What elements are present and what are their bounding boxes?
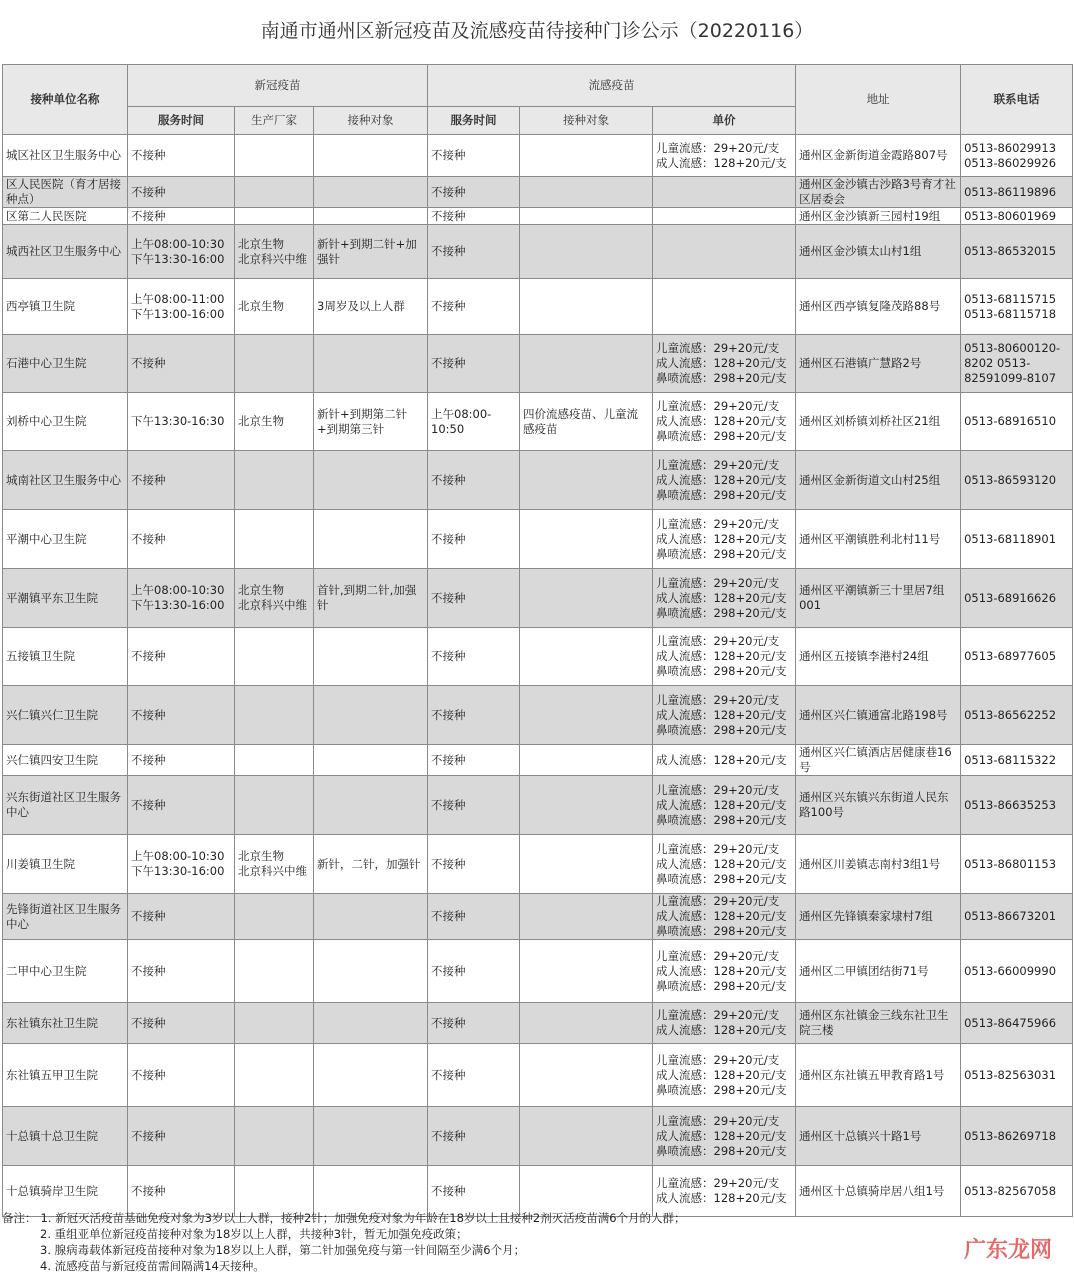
cell-phone: 0513-80600120-8202 0513-82591099-8107 bbox=[961, 335, 1073, 393]
cell-covid-manufacturer: 北京生物 bbox=[235, 393, 314, 451]
cell-flu-target bbox=[520, 135, 653, 177]
cell-flu-price: 儿童流感：29+20元/支 成人流感：128+20元/支 鼻喷流感：298+20元/支 bbox=[653, 628, 796, 686]
cell-phone: 0513-86593120 bbox=[961, 451, 1073, 510]
notes-prefix: 备注： bbox=[2, 1211, 37, 1225]
cell-flu-price: 儿童流感：29+20元/支 成人流感：128+20元/支 鼻喷流感：298+20元/支 bbox=[653, 894, 796, 940]
cell-flu-target bbox=[520, 1003, 653, 1044]
note-2: 2. 重组亚单位新冠疫苗接种对象为18岁以上人群，共接种3针，暂无加强免疫政策； bbox=[40, 1227, 468, 1241]
table-row bbox=[3, 279, 1073, 335]
note-3: 3. 腺病毒载体新冠疫苗接种对象为18岁以上人群，第二针加强免疫与第一针间隔至少满6个月； bbox=[40, 1243, 526, 1257]
cell-flu-price: 儿童流感：29+20元/支 成人流感：128+20元/支 鼻喷流感：298+20元/支 bbox=[653, 510, 796, 569]
table-row bbox=[3, 776, 1073, 835]
table-row bbox=[3, 628, 1073, 686]
cell-flu-price: 儿童流感：29+20元/支 成人流感：128+20元/支 鼻喷流感：298+20元/支 bbox=[653, 393, 796, 451]
cell-flu-service-time: 不接种 bbox=[428, 686, 520, 745]
cell-covid-manufacturer bbox=[235, 894, 314, 940]
cell-address: 通州区东社镇金三线东社卫生院三楼 bbox=[796, 1003, 961, 1044]
cell-covid-manufacturer: 北京生物 北京科兴中维 bbox=[235, 569, 314, 628]
cell-flu-service-time: 不接种 bbox=[428, 835, 520, 894]
cell-flu-price: 儿童流感：29+20元/支 成人流感：128+20元/支 鼻喷流感：298+20元/支 bbox=[653, 686, 796, 745]
cell-flu-service-time: 不接种 bbox=[428, 225, 520, 279]
cell-unit-name: 兴东街道社区卫生服务中心 bbox=[3, 776, 128, 835]
cell-flu-price: 儿童流感：29+20元/支 成人流感：128+20元/支 鼻喷流感：298+20元/支 bbox=[653, 776, 796, 835]
cell-flu-price bbox=[653, 177, 796, 208]
cell-flu-service-time: 不接种 bbox=[428, 335, 520, 393]
cell-phone: 0513-86119896 bbox=[961, 177, 1073, 208]
cell-covid-service-time: 不接种 bbox=[128, 940, 235, 1003]
cell-covid-service-time: 不接种 bbox=[128, 1166, 235, 1217]
cell-covid-target bbox=[314, 1107, 428, 1166]
cell-covid-service-time: 不接种 bbox=[128, 745, 235, 776]
cell-phone: 0513-66009990 bbox=[961, 940, 1073, 1003]
cell-flu-service-time: 不接种 bbox=[428, 510, 520, 569]
cell-unit-name: 平潮中心卫生院 bbox=[3, 510, 128, 569]
cell-covid-service-time: 上午08:00-10:30 下午13:30-16:00 bbox=[128, 569, 235, 628]
cell-covid-target bbox=[314, 1003, 428, 1044]
cell-flu-service-time: 不接种 bbox=[428, 135, 520, 177]
cell-flu-service-time: 上午08:00-10:50 bbox=[428, 393, 520, 451]
cell-covid-manufacturer bbox=[235, 940, 314, 1003]
cell-covid-service-time: 不接种 bbox=[128, 135, 235, 177]
cell-covid-service-time: 不接种 bbox=[128, 776, 235, 835]
cell-covid-manufacturer: 北京生物 北京科兴中维 bbox=[235, 225, 314, 279]
vaccination-schedule-table bbox=[2, 64, 1073, 1217]
header-address: 地址 bbox=[796, 65, 961, 135]
header-unit-name: 接种单位名称 bbox=[3, 65, 128, 135]
cell-address: 通州区东社镇五甲教育路1号 bbox=[796, 1044, 961, 1107]
cell-covid-target bbox=[314, 335, 428, 393]
cell-flu-target bbox=[520, 940, 653, 1003]
cell-flu-price bbox=[653, 225, 796, 279]
cell-covid-service-time: 上午08:00-10:30 下午13:30-16:00 bbox=[128, 225, 235, 279]
cell-phone: 0513-80601969 bbox=[961, 208, 1073, 225]
cell-unit-name: 西亭镇卫生院 bbox=[3, 279, 128, 335]
cell-flu-target bbox=[520, 628, 653, 686]
cell-covid-manufacturer: 北京生物 bbox=[235, 279, 314, 335]
cell-unit-name: 东社镇东社卫生院 bbox=[3, 1003, 128, 1044]
cell-phone: 0513-82563031 bbox=[961, 1044, 1073, 1107]
cell-address: 通州区金新街道文山村25组 bbox=[796, 451, 961, 510]
cell-covid-manufacturer bbox=[235, 1003, 314, 1044]
cell-flu-target bbox=[520, 686, 653, 745]
cell-unit-name: 城南社区卫生服务中心 bbox=[3, 451, 128, 510]
cell-flu-service-time: 不接种 bbox=[428, 569, 520, 628]
cell-covid-target: 3周岁及以上人群 bbox=[314, 279, 428, 335]
cell-covid-target bbox=[314, 451, 428, 510]
cell-covid-service-time: 不接种 bbox=[128, 894, 235, 940]
cell-flu-price: 儿童流感：29+20元/支 成人流感：128+20元/支 bbox=[653, 1166, 796, 1217]
table-row bbox=[3, 835, 1073, 894]
cell-covid-manufacturer bbox=[235, 776, 314, 835]
note-1: 1. 新冠灭活疫苗基础免疫对象为3岁以上人群，接种2针；加强免疫对象为年龄在18岁以上且接种2剂灭活疫苗满6个月的人群； bbox=[40, 1211, 686, 1225]
cell-covid-service-time: 下午13:30-16:30 bbox=[128, 393, 235, 451]
cell-covid-target bbox=[314, 628, 428, 686]
cell-covid-target bbox=[314, 894, 428, 940]
note-line bbox=[2, 1210, 1072, 1226]
cell-address: 通州区二甲镇团结街71号 bbox=[796, 940, 961, 1003]
cell-covid-target bbox=[314, 510, 428, 569]
cell-covid-target: 首针,到期二针,加强针 bbox=[314, 569, 428, 628]
cell-covid-service-time: 不接种 bbox=[128, 1003, 235, 1044]
cell-covid-manufacturer bbox=[235, 745, 314, 776]
table-row bbox=[3, 1107, 1073, 1166]
cell-covid-manufacturer bbox=[235, 135, 314, 177]
header-flu-vaccine: 流感疫苗 bbox=[428, 65, 796, 107]
cell-covid-manufacturer bbox=[235, 1166, 314, 1217]
cell-unit-name: 川姜镇卫生院 bbox=[3, 835, 128, 894]
notes bbox=[2, 1210, 1072, 1274]
cell-address: 通州区五接镇李港村24组 bbox=[796, 628, 961, 686]
cell-flu-target bbox=[520, 225, 653, 279]
table-row bbox=[3, 940, 1073, 1003]
cell-flu-target bbox=[520, 177, 653, 208]
cell-flu-price: 儿童流感：29+20元/支 成人流感：128+20元/支 鼻喷流感：298+20元/支 bbox=[653, 1107, 796, 1166]
cell-address: 通州区兴东镇兴东街道人民东路100号 bbox=[796, 776, 961, 835]
cell-flu-target bbox=[520, 835, 653, 894]
cell-flu-service-time: 不接种 bbox=[428, 940, 520, 1003]
cell-flu-price: 儿童流感：29+20元/支 成人流感：128+20元/支 鼻喷流感：298+20元/支 bbox=[653, 569, 796, 628]
cell-phone: 0513-86635253 bbox=[961, 776, 1073, 835]
cell-unit-name: 东社镇五甲卫生院 bbox=[3, 1044, 128, 1107]
header-flu-price: 单价 bbox=[653, 107, 796, 135]
cell-unit-name: 平潮镇平东卫生院 bbox=[3, 569, 128, 628]
cell-phone: 0513-68118901 bbox=[961, 510, 1073, 569]
cell-covid-manufacturer bbox=[235, 686, 314, 745]
cell-unit-name: 石港中心卫生院 bbox=[3, 335, 128, 393]
cell-covid-service-time: 上午08:00-10:30 下午13:30-16:00 bbox=[128, 835, 235, 894]
table-row bbox=[3, 745, 1073, 776]
table-row bbox=[3, 510, 1073, 569]
cell-unit-name: 五接镇卫生院 bbox=[3, 628, 128, 686]
cell-covid-target: 新针，二针，加强针 bbox=[314, 835, 428, 894]
cell-flu-target bbox=[520, 1107, 653, 1166]
table-row bbox=[3, 569, 1073, 628]
cell-address: 通州区刘桥镇刘桥社区21组 bbox=[796, 393, 961, 451]
cell-flu-service-time: 不接种 bbox=[428, 894, 520, 940]
cell-covid-target bbox=[314, 776, 428, 835]
cell-flu-price: 儿童流感：29+20元/支 成人流感：128+20元/支 鼻喷流感：298+20元/支 bbox=[653, 835, 796, 894]
cell-flu-price: 儿童流感：29+20元/支 成人流感：128+20元/支 bbox=[653, 1003, 796, 1044]
cell-covid-target bbox=[314, 940, 428, 1003]
table-row bbox=[3, 894, 1073, 940]
table-row bbox=[3, 1044, 1073, 1107]
cell-flu-service-time: 不接种 bbox=[428, 745, 520, 776]
cell-phone: 0513-86475966 bbox=[961, 1003, 1073, 1044]
header-flu-service-time: 服务时间 bbox=[428, 107, 520, 135]
cell-address: 通州区金沙镇新三园村19组 bbox=[796, 208, 961, 225]
header-phone: 联系电话 bbox=[961, 65, 1073, 135]
cell-covid-service-time: 不接种 bbox=[128, 686, 235, 745]
table-row bbox=[3, 1166, 1073, 1217]
cell-flu-price: 儿童流感：29+20元/支 成人流感：128+20元/支 bbox=[653, 135, 796, 177]
cell-address: 通州区兴仁镇酒店居健康巷16号 bbox=[796, 745, 961, 776]
cell-covid-manufacturer bbox=[235, 451, 314, 510]
cell-phone: 0513-86801153 bbox=[961, 835, 1073, 894]
cell-covid-service-time: 不接种 bbox=[128, 208, 235, 225]
cell-covid-target: 新针+到期第二针+到期第三针 bbox=[314, 393, 428, 451]
cell-flu-price bbox=[653, 279, 796, 335]
cell-flu-target bbox=[520, 1166, 653, 1217]
page-title: 南通市通州区新冠疫苗及流感疫苗待接种门诊公示（20220116） bbox=[260, 20, 814, 42]
cell-covid-service-time: 不接种 bbox=[128, 1107, 235, 1166]
cell-phone: 0513-82567058 bbox=[961, 1166, 1073, 1217]
cell-flu-price bbox=[653, 208, 796, 225]
cell-unit-name: 兴仁镇四安卫生院 bbox=[3, 745, 128, 776]
cell-phone: 0513-86269718 bbox=[961, 1107, 1073, 1166]
cell-covid-manufacturer bbox=[235, 510, 314, 569]
cell-flu-service-time: 不接种 bbox=[428, 177, 520, 208]
cell-address: 通州区兴仁镇通富北路198号 bbox=[796, 686, 961, 745]
cell-flu-target bbox=[520, 1044, 653, 1107]
cell-covid-service-time: 不接种 bbox=[128, 177, 235, 208]
cell-address: 通州区金沙镇太山村1组 bbox=[796, 225, 961, 279]
cell-flu-service-time: 不接种 bbox=[428, 1107, 520, 1166]
cell-address: 通州区川姜镇志南村3组1号 bbox=[796, 835, 961, 894]
cell-phone: 0513-68916510 bbox=[961, 393, 1073, 451]
cell-phone: 0513-68115715 0513-68115718 bbox=[961, 279, 1073, 335]
watermark-logo: 广东龙网 bbox=[963, 1238, 1052, 1263]
cell-flu-price: 成人流感：128+20元/支 bbox=[653, 745, 796, 776]
cell-covid-manufacturer bbox=[235, 335, 314, 393]
cell-covid-manufacturer bbox=[235, 1044, 314, 1107]
cell-address: 通州区石港镇广慧路2号 bbox=[796, 335, 961, 393]
cell-flu-service-time: 不接种 bbox=[428, 1166, 520, 1217]
cell-covid-target bbox=[314, 686, 428, 745]
cell-covid-target bbox=[314, 1166, 428, 1217]
table-row bbox=[3, 135, 1073, 177]
cell-address: 通州区平潮镇胜利北村11号 bbox=[796, 510, 961, 569]
cell-covid-manufacturer bbox=[235, 177, 314, 208]
cell-unit-name: 先锋街道社区卫生服务中心 bbox=[3, 894, 128, 940]
header-covid-service-time: 服务时间 bbox=[128, 107, 235, 135]
cell-unit-name: 区人民医院（育才居接种点） bbox=[3, 177, 128, 208]
header-covid-manufacturer: 生产厂家 bbox=[235, 107, 314, 135]
table-row bbox=[3, 451, 1073, 510]
header-covid-vaccine: 新冠疫苗 bbox=[128, 65, 428, 107]
cell-phone: 0513-86532015 bbox=[961, 225, 1073, 279]
cell-address: 通州区金沙镇古沙路3号育才社区居委会 bbox=[796, 177, 961, 208]
cell-flu-target bbox=[520, 776, 653, 835]
cell-covid-manufacturer bbox=[235, 1107, 314, 1166]
cell-covid-service-time: 不接种 bbox=[128, 335, 235, 393]
cell-covid-manufacturer bbox=[235, 628, 314, 686]
cell-covid-service-time: 不接种 bbox=[128, 510, 235, 569]
cell-address: 通州区西亭镇复隆茂路88号 bbox=[796, 279, 961, 335]
cell-flu-service-time: 不接种 bbox=[428, 208, 520, 225]
cell-flu-service-time: 不接种 bbox=[428, 776, 520, 835]
cell-flu-target: 四价流感疫苗、儿童流感疫苗 bbox=[520, 393, 653, 451]
cell-address: 通州区十总镇骑岸居八组1号 bbox=[796, 1166, 961, 1217]
cell-unit-name: 二甲中心卫生院 bbox=[3, 940, 128, 1003]
cell-unit-name: 兴仁镇兴仁卫生院 bbox=[3, 686, 128, 745]
cell-address: 通州区平潮镇新三十里居7组001 bbox=[796, 569, 961, 628]
cell-phone: 0513-86029913 0513-86029926 bbox=[961, 135, 1073, 177]
table-row bbox=[3, 208, 1073, 225]
cell-flu-price: 儿童流感：29+20元/支 成人流感：128+20元/支 鼻喷流感：298+20元/支 bbox=[653, 335, 796, 393]
header-covid-target: 接种对象 bbox=[314, 107, 428, 135]
cell-flu-service-time: 不接种 bbox=[428, 628, 520, 686]
cell-covid-target bbox=[314, 208, 428, 225]
cell-flu-service-time: 不接种 bbox=[428, 1003, 520, 1044]
cell-phone: 0513-68977605 bbox=[961, 628, 1073, 686]
note-4: 4. 流感疫苗与新冠疫苗需间隔满14天接种。 bbox=[40, 1259, 265, 1273]
cell-covid-service-time: 上午08:00-11:00 下午13:00-16:00 bbox=[128, 279, 235, 335]
table-row bbox=[3, 686, 1073, 745]
cell-unit-name: 十总镇十总卫生院 bbox=[3, 1107, 128, 1166]
cell-address: 通州区金新街道金霞路807号 bbox=[796, 135, 961, 177]
table-row bbox=[3, 393, 1073, 451]
cell-phone: 0513-68115322 bbox=[961, 745, 1073, 776]
cell-unit-name: 十总镇骑岸卫生院 bbox=[3, 1166, 128, 1217]
cell-covid-target: 新针+到期二针+加强针 bbox=[314, 225, 428, 279]
cell-covid-target bbox=[314, 135, 428, 177]
cell-covid-target bbox=[314, 1044, 428, 1107]
cell-flu-price: 儿童流感：29+20元/支 成人流感：128+20元/支 鼻喷流感：298+20元/支 bbox=[653, 451, 796, 510]
cell-unit-name: 城区社区卫生服务中心 bbox=[3, 135, 128, 177]
cell-flu-service-time: 不接种 bbox=[428, 1044, 520, 1107]
cell-flu-target bbox=[520, 569, 653, 628]
cell-flu-target bbox=[520, 335, 653, 393]
cell-flu-target bbox=[520, 451, 653, 510]
cell-flu-service-time: 不接种 bbox=[428, 279, 520, 335]
table-row bbox=[3, 177, 1073, 208]
table-row bbox=[3, 1003, 1073, 1044]
cell-flu-target bbox=[520, 894, 653, 940]
cell-unit-name: 区第二人民医院 bbox=[3, 208, 128, 225]
cell-phone: 0513-86673201 bbox=[961, 894, 1073, 940]
cell-covid-target bbox=[314, 177, 428, 208]
cell-covid-manufacturer bbox=[235, 208, 314, 225]
cell-flu-price: 儿童流感：29+20元/支 成人流感：128+20元/支 鼻喷流感：298+20元/支 bbox=[653, 1044, 796, 1107]
cell-phone: 0513-68916626 bbox=[961, 569, 1073, 628]
table-row bbox=[3, 225, 1073, 279]
cell-covid-target bbox=[314, 745, 428, 776]
cell-covid-service-time: 不接种 bbox=[128, 628, 235, 686]
cell-flu-target bbox=[520, 279, 653, 335]
cell-address: 通州区十总镇兴十路1号 bbox=[796, 1107, 961, 1166]
cell-flu-target bbox=[520, 510, 653, 569]
cell-flu-target bbox=[520, 208, 653, 225]
cell-flu-service-time: 不接种 bbox=[428, 451, 520, 510]
cell-address: 通州区先锋镇秦家埭村7组 bbox=[796, 894, 961, 940]
cell-flu-price: 儿童流感：29+20元/支 成人流感：128+20元/支 鼻喷流感：298+20元/支 bbox=[653, 940, 796, 1003]
header-flu-target: 接种对象 bbox=[520, 107, 653, 135]
table-row bbox=[3, 335, 1073, 393]
cell-covid-service-time: 不接种 bbox=[128, 451, 235, 510]
cell-unit-name: 城西社区卫生服务中心 bbox=[3, 225, 128, 279]
cell-unit-name: 刘桥中心卫生院 bbox=[3, 393, 128, 451]
cell-covid-service-time: 不接种 bbox=[128, 1044, 235, 1107]
cell-flu-target bbox=[520, 745, 653, 776]
cell-phone: 0513-86562252 bbox=[961, 686, 1073, 745]
cell-covid-manufacturer: 北京生物 北京科兴中维 bbox=[235, 835, 314, 894]
